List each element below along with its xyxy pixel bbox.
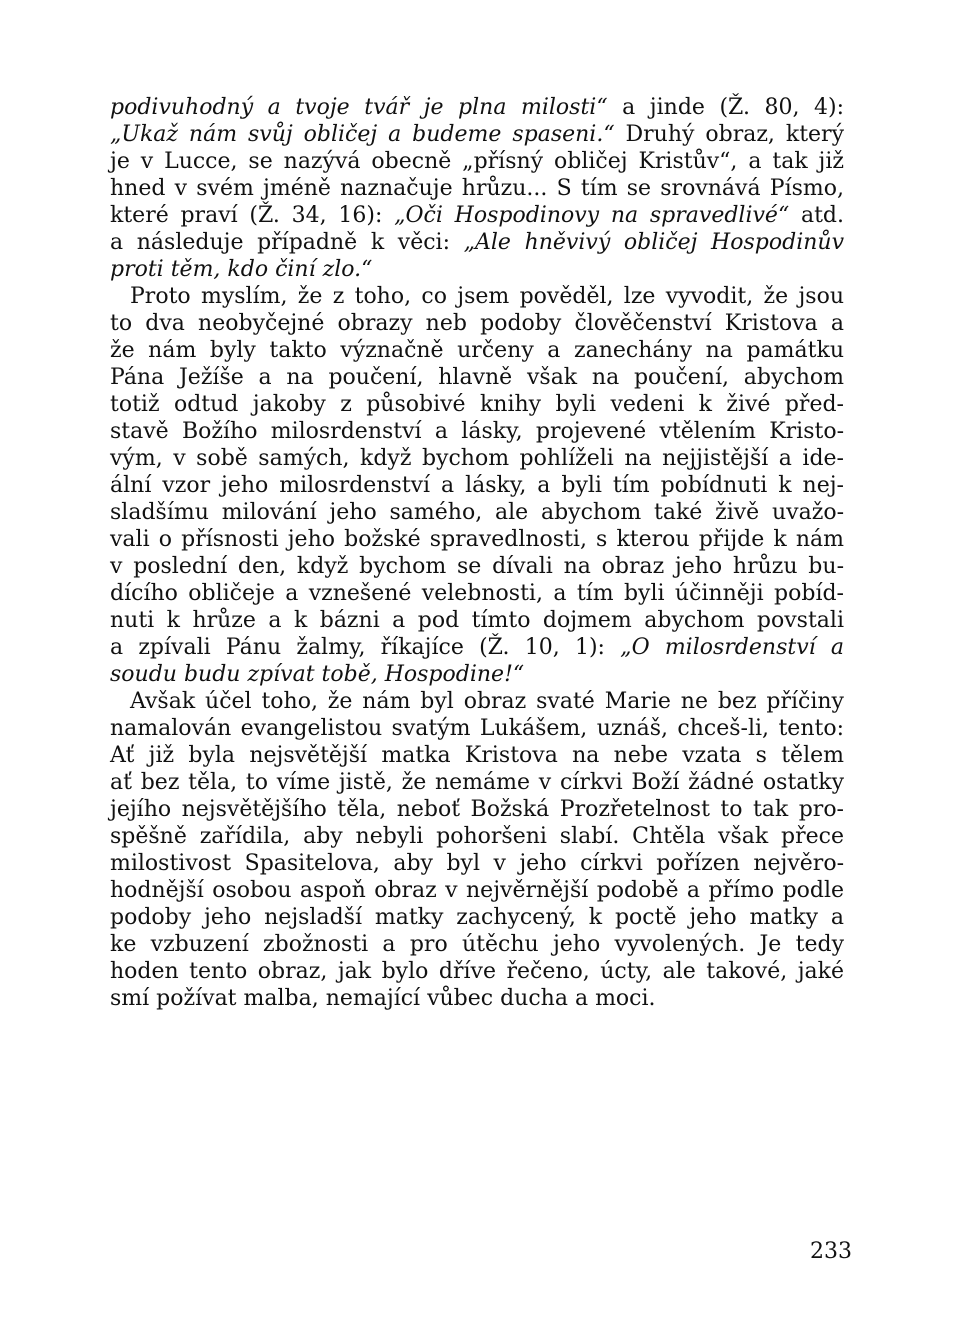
text-segment: hodnější osobou aspoň obraz v nejvěrnější podobě a přímo podle <box>110 878 844 903</box>
text-line <box>110 958 844 985</box>
text-segment: ke vzbuzení zbožnosti a pro útěchu jeho vyvolených. Je tedy <box>110 932 844 957</box>
text-line <box>110 688 844 715</box>
text-line <box>110 715 844 742</box>
text-segment: spěšně zařídila, aby nebyli pohoršeni slabí. Chtěla však přece <box>110 824 844 849</box>
text-segment: Druhý obraz, který <box>614 122 844 147</box>
text-line <box>110 877 844 904</box>
text-line <box>110 202 844 229</box>
text-line <box>110 337 844 364</box>
text-line <box>110 94 844 121</box>
italic-quotation: „O milosrdenství a <box>620 635 844 660</box>
text-segment: milostivost Spasitelova, aby byl v jeho církvi pořízen nejvěro- <box>110 851 844 876</box>
text-line <box>110 121 844 148</box>
italic-quotation: „Ale hněvivý obličej Hospodinův <box>463 230 844 255</box>
text-line <box>110 796 844 823</box>
text-line <box>110 364 844 391</box>
text-segment: v poslední den, když bychom se dívali na obraz jeho hrůzu bu- <box>110 554 844 579</box>
text-line <box>110 418 844 445</box>
text-line <box>110 148 844 175</box>
italic-quotation: soudu budu zpívat tobě, Hospodine!“ <box>110 662 525 687</box>
text-segment: ální vzor jeho milosrdenství a lásky, a byli tím pobídnuti k nej- <box>110 473 844 498</box>
text-segment: Proto myslím, že z toho, co jsem pověděl, lze vyvodit, že jsou <box>130 284 844 309</box>
text-line <box>110 742 844 769</box>
text-line <box>110 256 844 283</box>
text-line <box>110 904 844 931</box>
text-segment: dícího obličeje a vznešené velebnosti, a tím byli účinněji pobíd- <box>110 581 844 606</box>
text-segment: smí požívat malba, nemající vůbec ducha a moci. <box>110 986 656 1011</box>
text-line <box>110 391 844 418</box>
text-line <box>110 499 844 526</box>
text-segment: sladšímu milování jeho samého, ale abychom také živě uvažo- <box>110 500 844 525</box>
italic-quotation: „Oči Hospodinovy na spravedlivé“ <box>394 203 790 228</box>
text-segment: je v Lucce, se nazývá obecně „přísný obličej Kristův“, a tak již <box>110 149 844 174</box>
text-segment: totiž odtud jakoby z působivé knihy byli vedeni k živé před- <box>110 392 844 417</box>
text-line <box>110 985 844 1012</box>
text-line <box>110 607 844 634</box>
text-line <box>110 229 844 256</box>
text-line <box>110 580 844 607</box>
text-segment: ať bez těla, to víme jistě, že nemáme v církvi Boží žádné ostatky <box>110 770 844 795</box>
text-line <box>110 445 844 472</box>
text-segment: Pána Ježíše a na poučení, hlavně však na poučení, abychom <box>110 365 844 390</box>
text-segment: jejího nejsvětějšího těla, neboť Božská Prozřetelnost to tak pro- <box>110 797 844 822</box>
text-line <box>110 553 844 580</box>
text-segment: atd. <box>789 203 844 228</box>
italic-quotation: „Ukaž nám svůj obličej a budeme spaseni.“ <box>110 122 615 147</box>
text-segment: a jinde (Ž. 80, 4): <box>607 95 844 120</box>
italic-quotation: podivuhodný a tvoje tvář je plna milosti“ <box>110 95 608 120</box>
text-line <box>110 850 844 877</box>
text-segment: a následuje případně k věci: <box>110 230 464 255</box>
text-segment: vým, v sobě samých, když bychom pohlíželi na nejjistější a ide- <box>110 446 844 471</box>
text-line <box>110 661 844 688</box>
text-segment: nuti k hrůze a k bázni a pod tímto dojmem abychom povstali <box>110 608 844 633</box>
text-line <box>110 931 844 958</box>
text-segment: namalován evangelistou svatým Lukášem, uznáš, chceš-li, tento: <box>110 716 844 741</box>
text-line <box>110 472 844 499</box>
text-segment: podoby jeho nejsladší matky zachycený, k poctě jeho matky a <box>110 905 844 930</box>
text-line <box>110 634 844 661</box>
text-line <box>110 823 844 850</box>
text-line <box>110 283 844 310</box>
text-segment: stavě Božího milosrdenství a lásky, projevené vtělením Kristo- <box>110 419 844 444</box>
text-segment: a zpívali Pánu žalmy, říkajíce (Ž. 10, 1): <box>110 635 621 660</box>
text-segment: hoden tento obraz, jak bylo dříve řečeno, úcty, ale takové, jaké <box>110 959 844 984</box>
body-text <box>110 94 844 1012</box>
text-line <box>110 310 844 337</box>
text-segment: to dva neobyčejné obrazy neb podoby člověčenství Kristova a <box>110 311 844 336</box>
italic-quotation: proti těm, kdo činí zlo.“ <box>110 257 373 282</box>
text-segment: Ať již byla nejsvětější matka Kristova na nebe vzata s tělem <box>110 743 844 768</box>
text-segment: hned v svém jméně naznačuje hrůzu... S tím se srovnává Písmo, <box>110 176 844 201</box>
text-line <box>110 526 844 553</box>
text-segment: které praví (Ž. 34, 16): <box>110 203 395 228</box>
text-line <box>110 769 844 796</box>
page-number: 233 <box>810 1239 852 1264</box>
text-segment: že nám byly takto význačně určeny a zanechány na památku <box>110 338 844 363</box>
text-segment: Avšak účel toho, že nám byl obraz svaté Marie ne bez příčiny <box>130 689 844 714</box>
text-line <box>110 175 844 202</box>
text-segment: vali o přísnosti jeho božské spravedlnosti, s kterou přijde k nám <box>110 527 844 552</box>
